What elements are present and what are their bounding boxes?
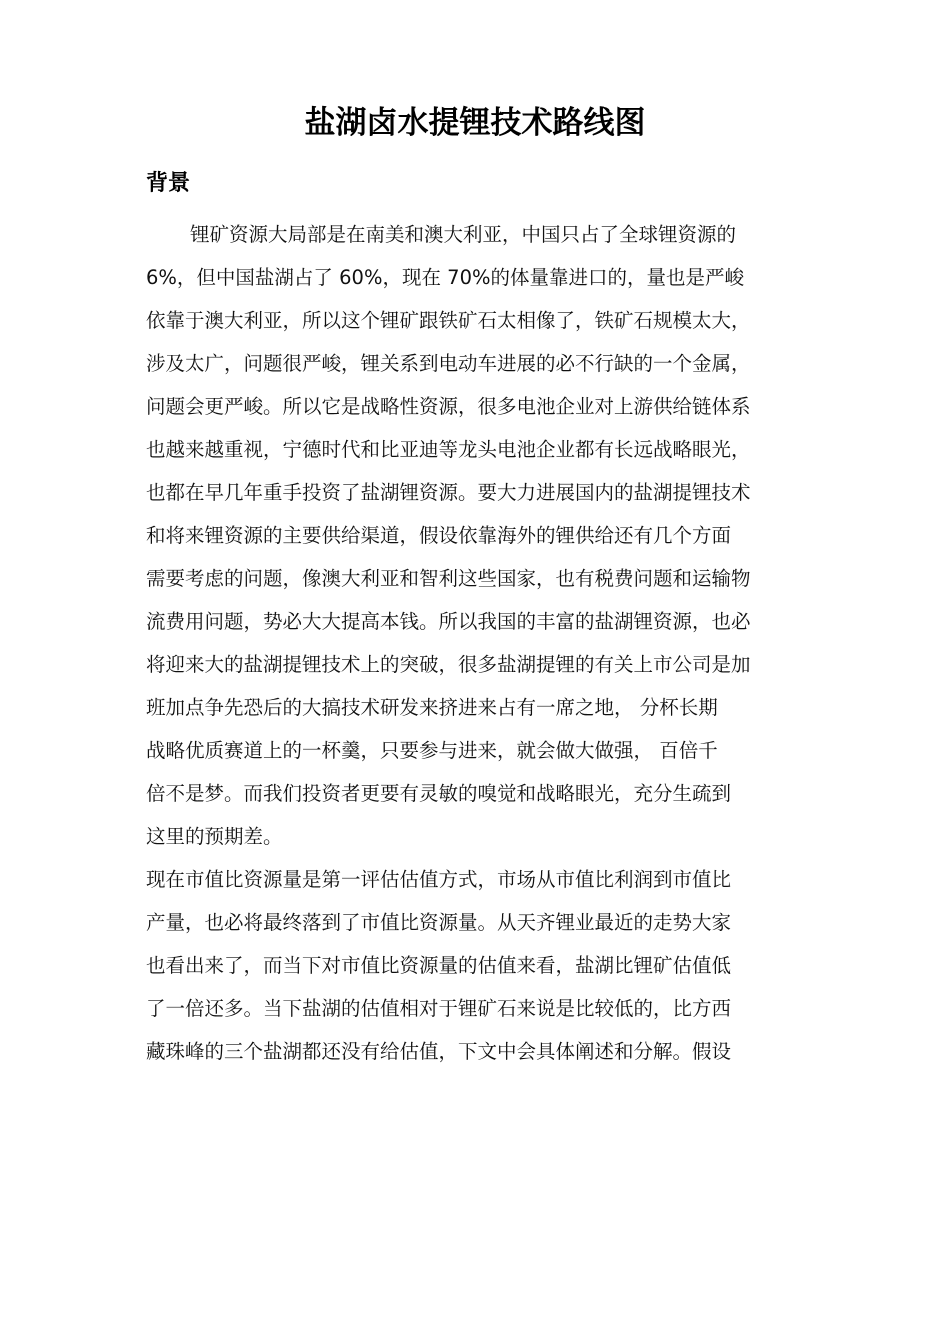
paragraph-2-line-2: 产量，也必将最终落到了市值比资源量。从天齐锂业最近的走势大家 [146,911,732,934]
paragraph-1-line-1: 锂矿资源大局部是在南美和澳大利亚，中国只占了全球锂资源的 [190,223,737,246]
paragraph-1-line-12: 班加点争先恐后的大搞技术研发来挤进来占有一席之地， 分杯长期 [146,696,718,719]
paragraph-1-line-8: 和将来锂资源的主要供给渠道，假设依靠海外的锂供给还有几个方面 [146,524,732,547]
paragraph-1-line-9: 需要考虑的问题，像澳大利亚和智利这些国家，也有税费问题和运输物 [146,567,751,590]
document-title: 盐湖卤水提锂技术路线图 [304,105,646,141]
paragraph-2-line-5: 藏珠峰的三个盐湖都还没有给估值，下文中会具体阐述和分解。假设 [146,1040,732,1063]
paragraph-1-line-6: 也越来越重视，宁德时代和比亚迪等龙头电池企业都有长远战略眼光， [146,438,751,461]
paragraph-2-line-1: 现在市值比资源量是第一评估估值方式，市场从市值比利润到市值比 [146,868,732,891]
paragraph-1-line-4: 涉及太广，问题很严峻，锂关系到电动车进展的必不行缺的一个金属， [146,352,751,375]
paragraph-1-line-7: 也都在早几年重手投资了盐湖锂资源。要大力进展国内的盐湖提锂技术 [146,481,751,504]
paragraph-1-line-15: 这里的预期差。 [146,825,283,848]
paragraph-2-line-4: 了一倍还多。当下盐湖的估值相对于锂矿石来说是比较低的，比方西 [146,997,732,1020]
paragraph-1-line-14: 倍不是梦。而我们投资者更要有灵敏的嗅觉和战略眼光，充分生疏到 [146,782,732,805]
section-heading-background: 背景 [146,171,191,196]
paragraph-1-line-13: 战略优质赛道上的一杯羹，只要参与进来，就会做大做强， 百倍千 [146,739,718,762]
paragraph-1-line-3: 依靠于澳大利亚，所以这个锂矿跟铁矿石太相像了，铁矿石规模太大， [146,309,751,332]
paragraph-1-line-5: 问题会更严峻。所以它是战略性资源，很多电池企业对上游供给链体系 [146,395,751,418]
paragraph-2-line-3: 也看出来了，而当下对市值比资源量的估值来看，盐湖比锂矿估值低 [146,954,732,977]
paragraph-1-line-10: 流费用问题，势必大大提高本钱。所以我国的丰富的盐湖锂资源，也必 [146,610,751,633]
paragraph-1-line-11: 将迎来大的盐湖提锂技术上的突破，很多盐湖提锂的有关上市公司是加 [146,653,751,676]
paragraph-1-line-2: 6%，但中国盐湖占了 60%，现在 70%的体量靠进口的，量也是严峻 [146,266,745,289]
